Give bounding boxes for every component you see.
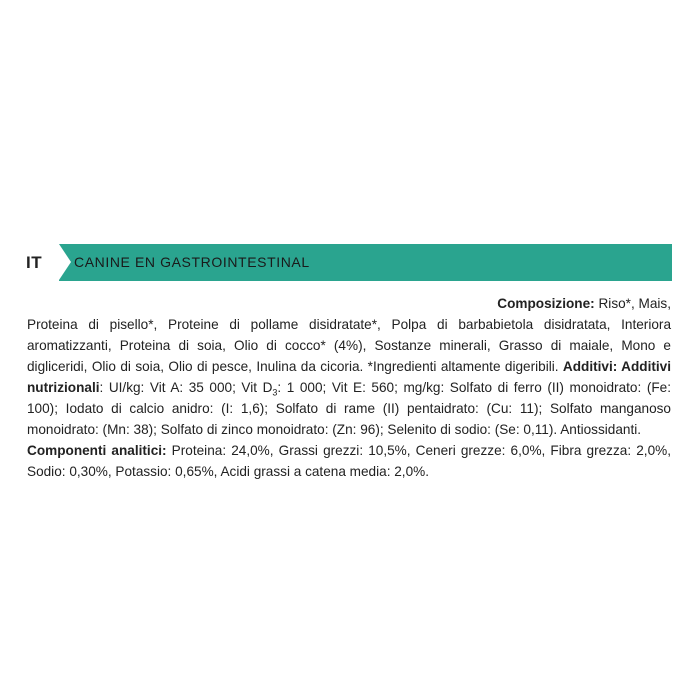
additives-text-a: : UI/kg: Vit A: 35 000; Vit D (99, 380, 273, 395)
composition-first-line (27, 293, 671, 314)
vitamin-d-subscript: 3 (272, 387, 278, 398)
analytical-text: Proteina: 24,0%, Grassi grezzi: 10,5%, Ceneri grezze: 6,0%, Fibra grezza: 2,0%, Sodio: 0,30%, Potassio: 0,65%, Acidi grassi a catena media: 2,0%. (27, 443, 671, 479)
ingredients-lead: Riso*, Mais, (594, 296, 671, 311)
additives-label: Additivi: Additivi nutrizionali (27, 359, 671, 395)
language-code: IT (26, 253, 43, 272)
composition-label: Composizione: (497, 296, 595, 311)
additives-text-b: : 1 000; Vit E: 560; mg/kg: Solfato di ferro (II) monoidrato: (Fe: 100); Iodato di calcio anidro: (I: 1,6); Solfato di rame (II) pentaidrato: (Cu: 11); Solfato manganoso monoidrato: (Mn: 38); Solfato di zinco monoidrato: (Zn: 96); Selenito di sodio: (Se: 0,11). Antiossidanti. (27, 380, 671, 437)
analytical-label: Componenti analitici: (27, 443, 167, 458)
product-name: CANINE EN GASTROINTESTINAL (74, 254, 310, 270)
banner-notch-shape (59, 244, 71, 280)
product-name-banner (59, 244, 672, 281)
ingredients-list: Proteina di pisello*, Proteine di pollame disidratate*, Polpa di barbabietola disidratata, Interiora aromatizzanti, Proteina di soia, Olio di cocco* (4%), Sostanze minerali, Grasso di maiale, Mono e digliceridi, Olio di soia, Olio di pesce, Inulina da cicoria. *Ingredienti altamente digeribili. (27, 317, 671, 374)
product-header (24, 244, 672, 281)
composition-text-block (27, 293, 671, 482)
